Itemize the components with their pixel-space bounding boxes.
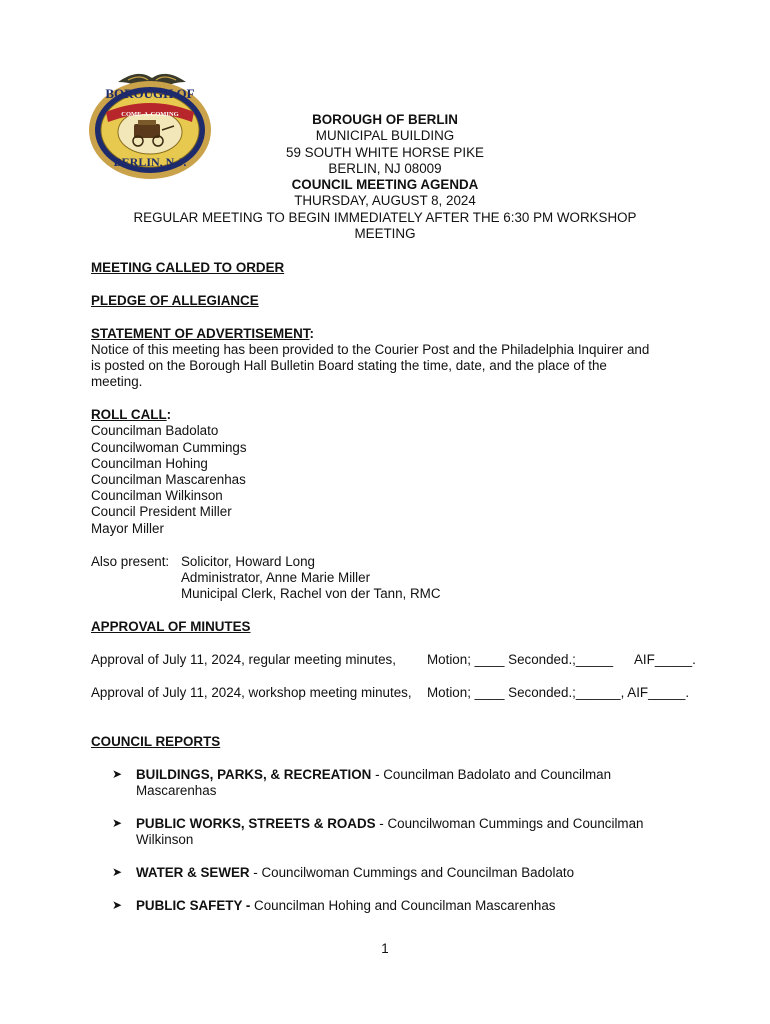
minutes-workshop-motion: Motion; ____ Seconded.;______, AIF_____.	[427, 685, 690, 700]
agenda-header	[100, 112, 670, 242]
section-pledge: PLEDGE OF ALLEGIANCE	[91, 293, 259, 308]
report-text	[136, 816, 676, 849]
roll-call-item: Councilman Hohing	[91, 456, 208, 471]
also-present-item: Municipal Clerk, Rachel von der Tann, RMC	[181, 586, 441, 601]
report-title: WATER & SEWER	[136, 865, 250, 880]
header-date: THURSDAY, AUGUST 8, 2024	[294, 193, 476, 209]
report-text	[136, 898, 676, 914]
roll-call-item: Councilman Mascarenhas	[91, 472, 246, 487]
report-text	[136, 767, 676, 800]
header-agenda-title: COUNCIL MEETING AGENDA	[291, 177, 479, 193]
seal-top-text: BOROUGH OF	[105, 86, 195, 101]
advertisement-heading-text: STATEMENT OF ADVERTISEMENT	[91, 326, 310, 341]
header-time-line1: REGULAR MEETING TO BEGIN IMMEDIATELY AFTER THE 6:30 PM WORKSHOP	[133, 209, 637, 225]
arrow-bullet-icon: ➤	[112, 898, 123, 912]
header-time-line2: MEETING	[354, 226, 416, 242]
report-detail-cont: Wilkinson	[136, 832, 194, 848]
advertisement-text-line1: Notice of this meeting has been provided to the Courier Post and the Philadelphia Inquirer and	[91, 342, 650, 357]
section-called-to-order: MEETING CALLED TO ORDER	[91, 260, 285, 275]
arrow-bullet-icon: ➤	[112, 767, 123, 781]
advertisement-text-line3: meeting.	[91, 374, 143, 389]
header-address: 59 SOUTH WHITE HORSE PIKE	[286, 144, 484, 160]
roll-call-heading-colon: :	[166, 407, 172, 422]
report-text	[136, 865, 676, 881]
report-detail: - Councilwoman Cummings and Councilman Badolato	[249, 865, 575, 880]
page-number: 1	[381, 941, 389, 956]
report-title: PUBLIC SAFETY -	[136, 898, 251, 913]
roll-call-item: Councilman Wilkinson	[91, 488, 223, 503]
header-borough: BOROUGH OF BERLIN	[312, 112, 458, 127]
advertisement-text-line2: is posted on the Borough Hall Bulletin Board stating the time, date, and the place of the	[91, 358, 607, 373]
section-advertisement-heading	[91, 326, 314, 342]
header-building: MUNICIPAL BUILDING	[315, 128, 455, 144]
advertisement-heading-colon: :	[309, 326, 314, 341]
also-present-item: Solicitor, Howard Long	[181, 554, 315, 569]
minutes-regular-motion: Motion; ____ Seconded.;_____	[427, 652, 614, 667]
minutes-workshop-label: Approval of July 11, 2024, workshop meeting minutes,	[91, 685, 412, 700]
section-minutes-heading: APPROVAL OF MINUTES	[91, 619, 251, 634]
also-present-item: Administrator, Anne Marie Miller	[181, 570, 371, 585]
roll-call-item: Mayor Miller	[91, 521, 164, 536]
report-title: BUILDINGS, PARKS, & RECREATION	[136, 767, 372, 782]
seal-banner-text: COME-A-COMING	[121, 111, 179, 118]
report-detail: - Councilman Badolato and Councilman	[371, 767, 612, 782]
roll-call-item: Council President Miller	[91, 504, 232, 519]
roll-call-heading-text: ROLL CALL	[91, 407, 167, 422]
arrow-bullet-icon: ➤	[112, 816, 123, 830]
seal-bottom-text: BERLIN, N.J.	[113, 155, 187, 169]
section-council-reports-heading: COUNCIL REPORTS	[91, 734, 221, 749]
report-detail-cont: Mascarenhas	[136, 783, 217, 799]
section-roll-call-heading	[91, 407, 171, 423]
arrow-bullet-icon: ➤	[112, 865, 123, 879]
roll-call-item: Councilwoman Cummings	[91, 440, 247, 455]
roll-call-item: Councilman Badolato	[91, 423, 219, 438]
minutes-regular-aif: AIF_____.	[634, 652, 696, 667]
report-detail: - Councilwoman Cummings and Councilman	[375, 816, 644, 831]
header-city: BERLIN, NJ 08009	[328, 160, 442, 176]
also-present-label: Also present:	[91, 554, 170, 569]
report-title: PUBLIC WORKS, STREETS & ROADS	[136, 816, 376, 831]
report-detail: Councilman Hohing and Councilman Mascarenhas	[250, 898, 556, 913]
minutes-regular-label: Approval of July 11, 2024, regular meeting minutes,	[91, 652, 396, 667]
